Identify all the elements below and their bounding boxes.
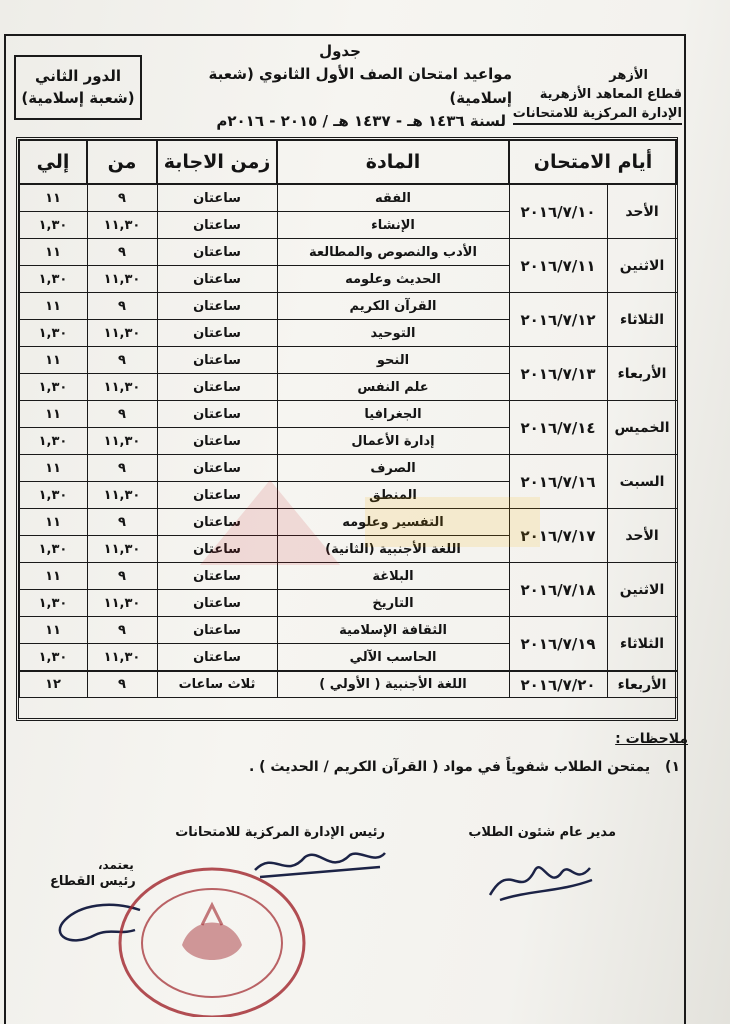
- note-text: يمتحن الطلاب شفوياً في مواد ( القرآن الكريم / الحديث ) .: [248, 759, 651, 775]
- duration-cell: ساعتان: [157, 293, 277, 320]
- from-cell: ٩: [87, 347, 157, 374]
- to-cell: ١١: [19, 347, 87, 374]
- to-cell: ١١: [19, 184, 87, 212]
- table-row: [19, 347, 677, 374]
- title-main: مواعيد امتحان الصف الأول الثانوي (شعبة إسلامية): [208, 65, 512, 107]
- subject-cell: الإنشاء: [277, 212, 509, 239]
- day-cell: الخميس: [607, 401, 677, 455]
- date-cell: ٢٠١٦/٧/١٩: [509, 617, 607, 672]
- duration-cell: ساعتان: [157, 320, 277, 347]
- duration-cell: ثلاث ساعات: [157, 671, 277, 698]
- student-affairs-title: مدير عام شئون الطلاب: [468, 825, 616, 840]
- to-cell: ١,٣٠: [19, 536, 87, 563]
- header-subject: المادة: [277, 140, 509, 184]
- to-cell: ١١: [19, 509, 87, 536]
- from-cell: ١١,٣٠: [87, 482, 157, 509]
- day-cell: الأحد: [607, 184, 677, 239]
- table-row: [19, 617, 677, 644]
- date-cell: ٢٠١٦/٧/١٤: [509, 401, 607, 455]
- to-cell: ١,٣٠: [19, 320, 87, 347]
- day-cell: الأربعاء: [607, 347, 677, 401]
- duration-cell: ساعتان: [157, 509, 277, 536]
- table-row: [19, 184, 677, 212]
- duration-cell: ساعتان: [157, 428, 277, 455]
- org-azhar: الأزهر: [609, 68, 648, 83]
- from-cell: ١١,٣٠: [87, 590, 157, 617]
- schedule-body: [19, 184, 677, 698]
- duration-cell: ساعتان: [157, 563, 277, 590]
- day-cell: الثلاثاء: [607, 293, 677, 347]
- from-cell: ١١,٣٠: [87, 536, 157, 563]
- from-cell: ١١,٣٠: [87, 374, 157, 401]
- duration-cell: ساعتان: [157, 482, 277, 509]
- subject-cell: المنطق: [277, 482, 509, 509]
- from-cell: ١١,٣٠: [87, 266, 157, 293]
- notes-section: [48, 731, 688, 775]
- to-cell: ١١: [19, 563, 87, 590]
- subject-cell: النحو: [277, 347, 509, 374]
- subject-cell: الأدب والنصوص والمطالعة: [277, 239, 509, 266]
- subject-cell: الجغرافيا: [277, 401, 509, 428]
- title-year: لسنة ١٤٣٦ هـ - ١٤٣٧ هـ / ٢٠١٥ - ٢٠١٦م: [216, 112, 506, 130]
- title-word: جدول: [319, 42, 361, 60]
- from-cell: ١١,٣٠: [87, 644, 157, 672]
- date-cell: ٢٠١٦/٧/٢٠: [509, 671, 607, 698]
- subject-cell: الحديث وعلومه: [277, 266, 509, 293]
- to-cell: ١١: [19, 239, 87, 266]
- to-cell: ١١: [19, 401, 87, 428]
- exams-admin-title: رئيس الإدارة المركزية للامتحانات: [175, 825, 385, 840]
- day-cell: الأربعاء: [607, 671, 677, 698]
- to-cell: ١,٣٠: [19, 374, 87, 401]
- table-row-last: [19, 671, 677, 698]
- from-cell: ٩: [87, 184, 157, 212]
- to-cell: ١١: [19, 293, 87, 320]
- subject-cell: الفقه: [277, 184, 509, 212]
- date-cell: ٢٠١٦/٧/١٣: [509, 347, 607, 401]
- subject-cell: البلاغة: [277, 563, 509, 590]
- table-header-row: [19, 140, 677, 184]
- subject-cell: إدارة الأعمال: [277, 428, 509, 455]
- date-cell: ٢٠١٦/٧/١٢: [509, 293, 607, 347]
- to-cell: ١,٣٠: [19, 644, 87, 672]
- table-row: [19, 239, 677, 266]
- day-cell: الأحد: [607, 509, 677, 563]
- to-cell: ١١: [19, 617, 87, 644]
- date-cell: ٢٠١٦/٧/١٦: [509, 455, 607, 509]
- subject-cell: الثقافة الإسلامية: [277, 617, 509, 644]
- date-cell: ٢٠١٦/٧/١٧: [509, 509, 607, 563]
- duration-cell: ساعتان: [157, 347, 277, 374]
- org-sector: قطاع المعاهد الأزهرية: [539, 87, 682, 102]
- org-administration: الإدارة المركزية للامتحانات: [513, 104, 682, 125]
- watermark-banner: [365, 497, 540, 547]
- subject-cell: علم النفس: [277, 374, 509, 401]
- to-cell: ١,٣٠: [19, 266, 87, 293]
- subject-cell: الحاسب الآلي: [277, 644, 509, 672]
- approve-label: يعتمد،: [98, 858, 134, 872]
- duration-cell: ساعتان: [157, 184, 277, 212]
- to-cell: ١,٣٠: [19, 212, 87, 239]
- subject-cell: الصرف: [277, 455, 509, 482]
- signature-student-affairs: [480, 850, 600, 910]
- to-cell: ١,٣٠: [19, 428, 87, 455]
- from-cell: ٩: [87, 671, 157, 698]
- date-cell: ٢٠١٦/٧/١٠: [509, 184, 607, 239]
- duration-cell: ساعتان: [157, 374, 277, 401]
- watermark-logo: [180, 465, 540, 575]
- from-cell: ١١,٣٠: [87, 320, 157, 347]
- subject-cell: اللغة الأجنبية (الثانية): [277, 536, 509, 563]
- header-to: إلي: [19, 140, 87, 184]
- duration-cell: ساعتان: [157, 644, 277, 672]
- to-cell: ١١: [19, 455, 87, 482]
- to-cell: ١٢: [19, 671, 87, 698]
- from-cell: ٩: [87, 617, 157, 644]
- subject-cell: التفسير وعلومه: [277, 509, 509, 536]
- watermark-triangle: [200, 480, 340, 565]
- date-cell: ٢٠١٦/٧/١٨: [509, 563, 607, 617]
- day-cell: الثلاثاء: [607, 617, 677, 672]
- subject-cell: القرآن الكريم: [277, 293, 509, 320]
- header-from: من: [87, 140, 157, 184]
- duration-cell: ساعتان: [157, 455, 277, 482]
- from-cell: ٩: [87, 509, 157, 536]
- subject-cell: اللغة الأجنبية ( الأولي ): [277, 671, 509, 698]
- note-number: ١): [665, 759, 680, 775]
- day-cell: الاثنين: [607, 563, 677, 617]
- table-row: [19, 293, 677, 320]
- subject-cell: التوحيد: [277, 320, 509, 347]
- from-cell: ١١,٣٠: [87, 428, 157, 455]
- day-cell: الاثنين: [607, 239, 677, 293]
- from-cell: ٩: [87, 293, 157, 320]
- duration-cell: ساعتان: [157, 401, 277, 428]
- subject-cell: التاريخ: [277, 590, 509, 617]
- duration-cell: ساعتان: [157, 239, 277, 266]
- duration-cell: ساعتان: [157, 536, 277, 563]
- session-box: [14, 55, 142, 120]
- duration-cell: ساعتان: [157, 590, 277, 617]
- notes-heading: ملاحظات :: [615, 731, 688, 747]
- from-cell: ٩: [87, 563, 157, 590]
- title-block: [160, 40, 520, 132]
- to-cell: ١,٣٠: [19, 590, 87, 617]
- sector-head-title: رئيس القطاع: [50, 874, 136, 889]
- to-cell: ١,٣٠: [19, 482, 87, 509]
- exam-schedule-table: [18, 139, 678, 698]
- date-cell: ٢٠١٦/٧/١١: [509, 239, 607, 293]
- duration-cell: ساعتان: [157, 266, 277, 293]
- header-days: أيام الامتحان: [509, 140, 677, 184]
- from-cell: ٩: [87, 455, 157, 482]
- session-branch: (شعبة إسلامية): [21, 89, 135, 107]
- from-cell: ٩: [87, 239, 157, 266]
- header-duration: زمن الاجابة: [157, 140, 277, 184]
- organization-block: [512, 66, 682, 125]
- table-row: [19, 401, 677, 428]
- day-cell: السبت: [607, 455, 677, 509]
- duration-cell: ساعتان: [157, 617, 277, 644]
- from-cell: ٩: [87, 401, 157, 428]
- duration-cell: ساعتان: [157, 212, 277, 239]
- session-title: الدور الثاني: [35, 67, 121, 85]
- from-cell: ١١,٣٠: [87, 212, 157, 239]
- note-item: [48, 759, 688, 775]
- official-stamp: [112, 855, 312, 1017]
